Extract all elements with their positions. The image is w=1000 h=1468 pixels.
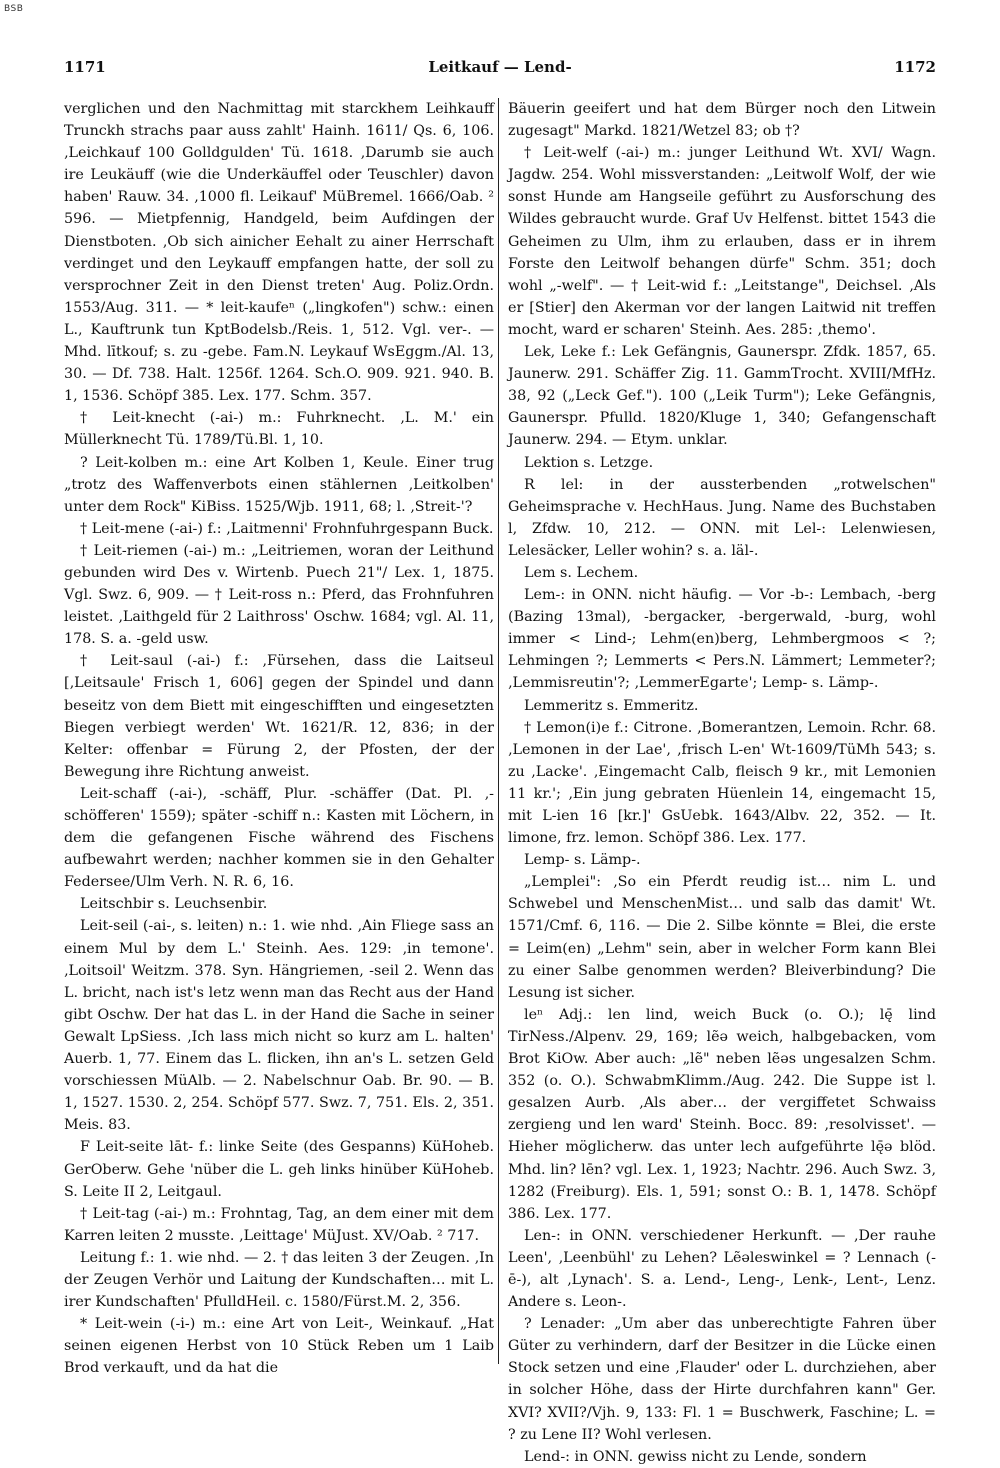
entry-leitung: Leitung f.: 1. wie nhd. — 2. † das leiten 3 der Zeugen. ‚In der Zeugen Verhör und Laitung der Kundschaften… mit L. irer Kundschaften' PfulldHeil. c. 1580/Fürst.M. 2, 356.	[64, 1249, 494, 1311]
running-title: Leitkauf — Lend-	[428, 58, 572, 76]
entry-len-adj: leⁿ Adj.: len lind, weich Buck (o. O.); lę̄ lind TirNess./Alpenv. 29, 169; lẽə weich, halbgebacken, vom Brot KiOw. Aber auch: „lẽ" neben lẽəs ungesalzen Schm. 352 (o. O.). SchwabmKlimm./Aug. 242. Die Suppe ist l. gesalzen Aurb. ‚Als aber… der vergiffetet Schwaiss zergieng und len ward' Steinh. Bocc. 89: ‚resolvisset'. — Hieher möglicherw. das unter lech aufgeführte lę̄ə blöd. Mhd. lin? lēn? vgl. Lex. 1, 1923; Nachtr. 296. Auch Swz. 3, 1282 (Freiburg). Els. 1, 591; sonst O.: B. 1, 1478. Schöpf 386. Lex. 177.	[508, 1006, 936, 1222]
entry-leit-seil: Leit-seil (-ai-, s. leiten) n.: 1. wie nhd. ‚Ain Fliege sass an einem Mul by dem L.' Steinh. Aes. 129: ‚in temone'. ‚Loitsoil' Weitzm. 378. Syn. Hängriemen, -seil 2. Wenn das L. bricht, nach ist's letz wenn man das Recht aus der Hand gibt Oschw. Der hat das L. in der Hand die Sache in seiner Gewalt LpSiess. ‚Ich lass mich nicht so kurz am L. halten' Auerb. 1, 77. Einem das L. flicken, ihn an's L. setzen Geld vorschiessen MüAlb. — 2. Nabelschnur Oab. Br. 90. — B. 1, 1527. 1530. 2, 254. Schöpf 577. Swz. 7, 751. Els. 2, 351. Meis. 83.	[64, 918, 494, 1134]
right-column	[508, 98, 936, 1465]
entry-lemmeritz: Lemmeritz s. Emmeritz.	[524, 697, 699, 714]
entry-leit-knecht: † Leit-knecht (-ai-) m.: Fuhrknecht. ‚L. M.' ein Müllerknecht Tü. 1789/Tü.Bl. 1, 10.	[64, 410, 494, 449]
entry-text: Bäuerin geeifert und hat dem Bürger noch den Litwein zugesagt" Markd. 1821/Wetzel 83; ob †?	[508, 101, 936, 140]
entry-leit-mene: † Leit-mene (-ai-) f.: ‚Laitmenni' Frohnfuhrgespann Buck.	[80, 520, 494, 537]
entry-lemonie: † Lemon(i)e f.: Citrone. ‚Bomerantzen, Lemoin. Rchr. 68. ‚Lemonen in der Lae', ‚frisch L-en' Wt-1609/TüMh 543; s. zu ‚Lacke'. ‚Eingemacht Calb, fleisch 9 kr., mit Lemonien 11 kr.'; ‚Ein jung gebraten Hüenlein 14, eingemacht 15, mit L-ien 16 [kr.]' GsUebk. 1643/Albv. 22, 352. — It. limone, frz. lemon. Schöpf 386. Lex. 177.	[508, 719, 936, 847]
entry-leit-schaff: Leit-schaff (-ai-), -schäff, Plur. -schäffer (Dat. Pl. ‚-schöfferen' 1559); später -schiff n.: Kasten mit Löchern, in dem die gefangenen Fische während des Fischens aufbewahrt werden; nachher kommen sie in den Gehalter Federsee/Ulm Verh. N. R. 6, 16.	[64, 785, 494, 891]
column-divider	[498, 98, 499, 1364]
entry-len-onn: Len-: in ONN. verschiedener Herkunft. — ‚Der rauhe Leen', ‚Leenbühl' zu Lehen? Lẽəleswinkel = ? Lennach (-ē-), alt ‚Lynach'. S. a. Lend-, Leng-, Lenk-, Lent-, Lenz. Andere s. Leon-.	[508, 1227, 936, 1311]
entry-lend: Lend-: in ONN. gewiss nicht zu Lende, sondern	[524, 1448, 867, 1465]
entry-leit-wein: * Leit-wein (-i-) m.: eine Art von Leit-, Weinkauf. „Hat seinen eigenen Herbst von 10 Stück Reben um 1 Laib Brod verkauft, und da hat die	[64, 1316, 494, 1377]
entry-leit-seite: F Leit-seite lāt- f.: linke Seite (des Gespanns) KüHoheb. GerOberw. Gehe 'nüber die L. geh links hinüber KüHoheb. S. Leite II 2, Leitgaul.	[64, 1139, 494, 1200]
entry-lek: Lek, Leke f.: Lek Gefängnis, Gaunerspr. Zfdk. 1857, 65. Jaunerw. 291. Schäffer Zig. 11. GammTrocht. XVIII/MfHz. 38, 92 („Leck Gef."). 100 („Leik Turm"); Leke Gefängnis, Gaunerspr. Pfulld. 1820/Kluge 1, 340; Gefangenschaft Jaunerw. 294. — Etym. unklar.	[508, 344, 936, 449]
entry-lem-onn: Lem-: in ONN. nicht häufig. — Vor -b-: Lembach, -berg (Bazing 13mal), -bergacker, -bergerwald, -burg, wohl immer < Lind-; Lehm(en)berg, Lehmbergmoos < ?; Lehmingen ?; Lemmerts < Pers.N. Lämmert; Lemmeter?; ‚Lemmisreutin'?; ‚LemmerEgarte'; Lemp- s. Lämp-.	[508, 587, 936, 692]
entry-lenader: ? Lenader: „Um aber das unberechtigte Fahren über Güter zu verhindern, darf der Besitzer in die Lücke einen Stock setzen und eine ‚Flauder' oder L. durchziehen, aber in solcher Höhe, dass der Hirte durchfahren kann" Ger. XVI? XVII?/Vjh. 9, 133: Fl. 1 = Buschwerk, Faschine; L. = ? zu Lene II? Wohl verlesen.	[508, 1316, 936, 1443]
entry-leit-saul: † Leit-saul (-ai-) f.: ‚Fürsehen, dass die Laitseul [‚Leitsaule' Frisch 1, 606] gegen der Spindel und dann beseitz von dem Biett mit eingeschifften und eingesetzten Biegen verbiegt werden' Wt. 1621/R. 12, 836; in der Kelter: offenbar = Fürung 2, der Pfosten, der der Bewegung ihre Richtung anweist.	[64, 653, 494, 780]
entry-lemp: Lemp- s. Lämp-.	[524, 852, 641, 869]
entry-leit-kolben: ? Leit-kolben m.: eine Art Kolben 1, Keule. Einer trug „trotz des Waffenverbots einen stählernen ‚Leitkolben' unter dem Rock" KiBiss. 1525/Wjb. 1911, 68; l. ‚Streit-'?	[64, 454, 494, 515]
entry-lektion: Lektion s. Letzge.	[524, 454, 654, 471]
entry-lemplei: „Lemplei": ‚So ein Pferdt reudig ist… nim L. und Schwebel und MenschenMist… und salb das damit' Wt. 1571/Cmf. 6, 116. — Die 2. Silbe könnte = Blei, die erste = Leim(en) „Lehm" sein, aber in welcher Form kann Blei zu einer Salbe genommen werden? Bleiverbindung? Die Lesung ist sicher.	[508, 874, 936, 1001]
page-number-right: 1172	[894, 58, 936, 76]
entry-lel: R lel: in der aussterbenden „rotwelschen" Geheimsprache v. HechHaus. Jung. Name des Buchstaben l, Zfdw. 10, 212. — ONN. mit Lel-: Lelenwiesen, Lelesäcker, Leller wohin? s. a. läl-.	[508, 476, 936, 559]
entry-lem: Lem s. Lechem.	[524, 564, 639, 581]
library-stamp: BSB	[4, 4, 24, 14]
entry-leit-welf: † Leit-welf (-ai-) m.: junger Leithund Wt. XVI/ Wagn. Jagdw. 254. Wohl missverstanden: „Leitwolf Wolf, der wie sonst Hunde am Hangseile geführt zu Ausforschung des Wildes gebraucht wurde. Graf Uv Helfenst. bittet 1543 die Geheimen zu Ulm, ihm zu erlauben, dass er in ihrem Forste den Leitwolf behangen dürfe" Schm. 351; doch wohl „-welf". — † Leit-wid f.: „Leitstange", Deichsel. ‚Als er [Stier] den Akerman vor der langen Laitwid nit treffen mocht, ward er scharen' Steinh. Aes. 285: ‚themo'.	[508, 145, 936, 338]
left-column	[64, 98, 494, 1388]
entry-leit-tag: † Leit-tag (-ai-) m.: Frohntag, Tag, an dem einer mit dem Karren leiten 2 musste. ‚Leittage' MüJust. XV/Oab. ² 717.	[64, 1205, 494, 1244]
entry-leitschbir: Leitschbir s. Leuchsenbir.	[80, 896, 268, 913]
page-header	[64, 58, 936, 84]
entry-text: verglichen und den Nachmittag mit starckhem Leihkauff Trunckh strachs paar auss zahlt' Hainh. 1611/ Qs. 6, 106. ‚Leichkauf 100 Golldgulden' Tü. 1618. ‚Darumb sie auch ire Leukäuff (wie die Underkäuffel oder Teuschler) davon haben' Rauw. 34. ‚1000 fl. Leikauf' MüBremel. 1666/Oab. ² 596. — Mietpfennig, Handgeld, beim Aufdingen der Dienstboten. ‚Ob sich ainicher Eehalt zu ainer Herrschaft verdinget und den Leykauff empfangen hatte, der soll zu versprochner Zeit in den Dienst treten' Aug. Poliz.Ordn. 1553/Aug. 311. — * leit-kaufeⁿ („lingkofen") schw.: einen L., Kauftrunk tun KptBodelsb./Reis. 1, 512. Vgl. ver-. — Mhd. lītkouf; s. zu -gebe. Fam.N. Leykauf WsEggm./Al. 13, 30. — Df. 738. Halt. 1256f. 1264. Sch.O. 909. 921. 940. B. 1, 1536. Schöpf 385. Lex. 177. Schm. 357.	[64, 101, 494, 405]
entry-leit-riemen: † Leit-riemen (-ai-) m.: „Leitriemen, woran der Leithund gebunden wird Des v. Wirtenb. Puech 21"/ Lex. 1, 1875. Vgl. Swz. 6, 909. — † Leit-ross n.: Pferd, das Frohnfuhren leistet. ‚Laithgeld für 2 Laithross' Oschw. 1684; vgl. Al. 11, 178. S. a. -geld usw.	[64, 542, 494, 648]
page-number-left: 1171	[64, 58, 106, 76]
